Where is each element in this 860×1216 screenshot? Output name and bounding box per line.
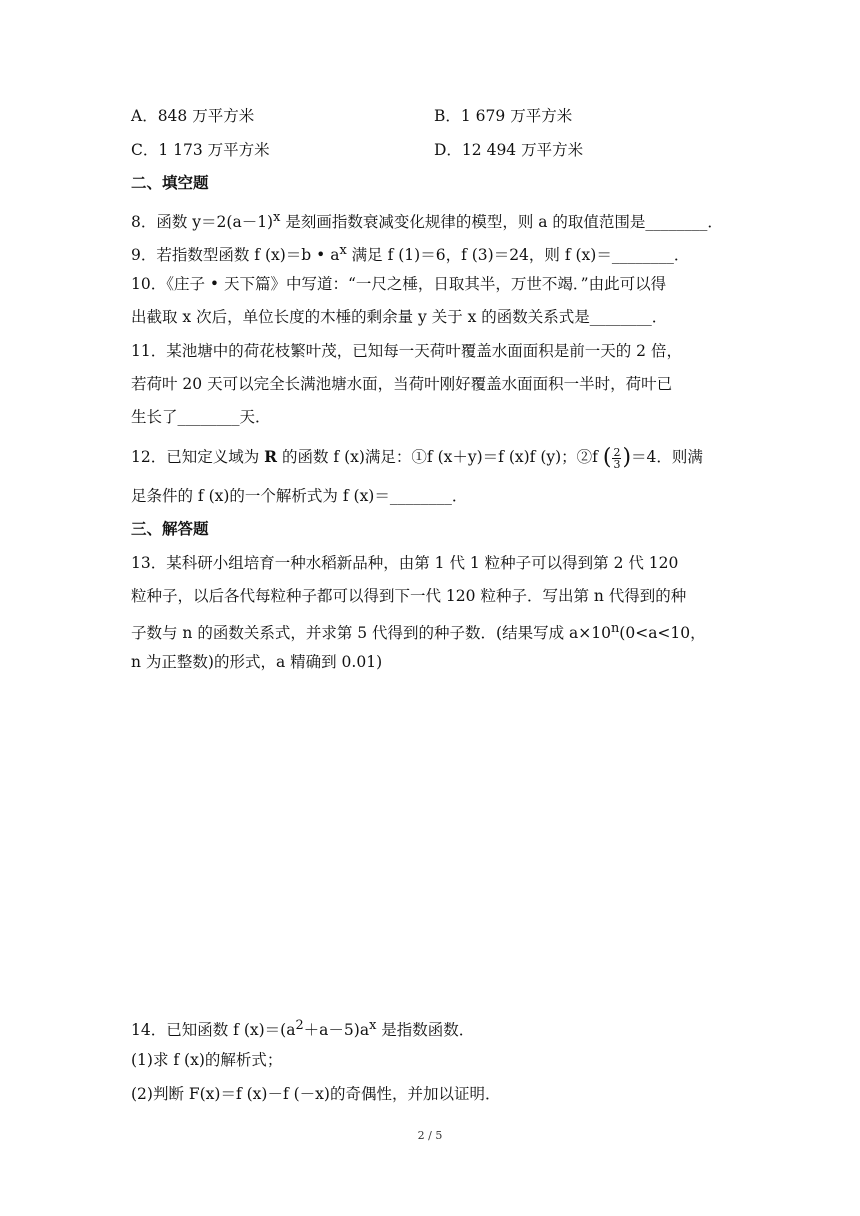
q8-text-b: 是刻画指数衰减变化规律的模型，则 a 的取值范围是________． [280, 213, 723, 232]
q12-left-paren: ( [602, 445, 612, 470]
option-b: B．1 679 万平方米 [434, 107, 573, 125]
q12-text-b: 的函数 f (x)满足：①f (x＋y)＝f (x)f (y)；②f [277, 448, 603, 466]
q14-x-exponent: x [369, 1018, 377, 1033]
q12-right-paren: ) [622, 445, 632, 470]
q13-text-a: 子数与 n 的函数关系式，并求第 5 代得到的种子数．(结果写成 a×10 [131, 624, 611, 643]
q8-exponent: x [273, 210, 281, 225]
question-12-line-2: 足条件的 f (x)的一个解析式为 f (x)＝________． [131, 487, 468, 505]
question-11-line-1: 11．某池塘中的荷花枝繁叶茂，已知每一天荷叶覆盖水面面积是前一天的 2 倍， [131, 342, 682, 360]
q12-real-set: R [264, 447, 278, 466]
question-13-line-1: 13．某科研小组培育一种水稻新品种，由第 1 代 1 粒种子可以得到第 2 代 120 [131, 554, 679, 572]
question-11-line-3: 生长了________天． [131, 408, 271, 426]
q13-text-b: (0<a<10， [619, 624, 706, 643]
q8-text-a: 8．函数 y＝2(a－1) [131, 213, 274, 232]
question-12-line-1 [131, 446, 731, 470]
q9-text-b: 满足 f (1)＝6，f (3)＝24，则 f (x)＝________． [346, 246, 690, 265]
q14-square-exponent: 2 [295, 1018, 304, 1033]
q13-exponent: n [610, 621, 620, 636]
page-number: 2 / 5 [417, 1129, 443, 1142]
question-14-part-1: (1)求 f (x)的解析式； [131, 1051, 283, 1069]
q9-exponent: x [339, 243, 347, 258]
question-14-line-1 [131, 1015, 731, 1041]
option-c: C．1 173 万平方米 [131, 141, 270, 159]
q12-fraction-numerator: 2 [613, 445, 621, 459]
section-heading-solve: 三、解答题 [131, 520, 209, 538]
question-10-line-2: 出截取 x 次后，单位长度的木棰的剩余量 y 关于 x 的函数关系式是________． [131, 308, 668, 326]
question-13-line-4: n 为正整数)的形式，a 精确到 0.01) [131, 653, 383, 671]
q14-text-c: 是指数函数． [376, 1021, 475, 1040]
question-11-line-2: 若荷叶 20 天可以完全长满池塘水面，当荷叶刚好覆盖水面面积一半时，荷叶已 [131, 375, 673, 393]
question-14-part-2: (2)判断 F(x)＝f (x)－f (－x)的奇偶性，并加以证明． [131, 1085, 501, 1103]
q14-text-a: 14．已知函数 f (x)＝(a [131, 1021, 296, 1040]
q12-text-a: 12．已知定义域为 [131, 448, 265, 466]
q12-fraction-denominator: 3 [613, 457, 621, 471]
section-heading-fill-blank: 二、填空题 [131, 174, 209, 192]
question-8 [131, 207, 731, 233]
question-13-line-2: 粒种子，以后各代每粒种子都可以得到下一代 120 粒种子．写出第 n 代得到的种 [131, 587, 687, 605]
option-a: A．848 万平方米 [131, 107, 255, 125]
q9-text-a: 9．若指数型函数 f (x)＝b • a [131, 246, 340, 265]
q12-fraction [612, 447, 621, 470]
question-10-line-1: 10．《庄子 • 天下篇》中写道：“一尺之棰，日取其半，万世不竭．”由此可以得 [131, 275, 667, 293]
question-13-line-3 [131, 618, 731, 644]
q12-text-c: ＝4．则满 [631, 448, 703, 466]
option-d: D．12 494 万平方米 [434, 141, 584, 159]
q14-text-b: ＋a－5)a [303, 1021, 370, 1040]
question-9 [131, 240, 731, 266]
